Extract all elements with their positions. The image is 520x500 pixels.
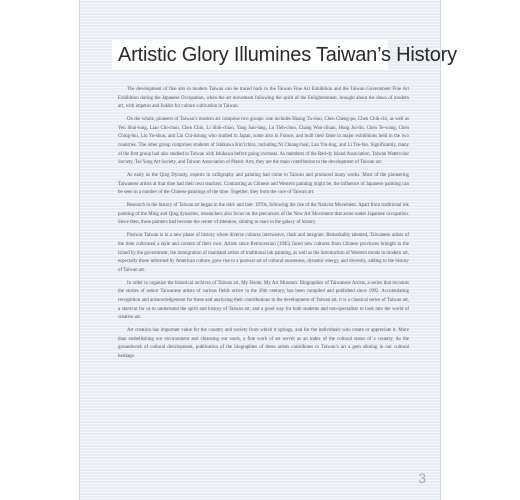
paragraph: The development of fine arts in modern Taiwan can be traced back to the Taiwan Fine Art Exhibition and the Taiwan Government Fine Art Exhibition during the Japanese Occupation, when the art movement following the spirit of the Enlightenment, brought about the dawn of modern art, with impetus and fodder for culture cultivation in Taiwan. — [118, 87, 409, 110]
page-title: Artistic Glory Illumines Taiwan’s History — [118, 43, 457, 66]
page-number: 3 — [418, 470, 426, 486]
title-banner — [112, 40, 457, 70]
paragraph: Postwar Taiwan is in a new phase of history where diverse cultures interweave, clash and integrate. Remarkably talented, Taiwanese artists of the time cultivated a style and content of their own. Artists since Retrocession (1945) faced new cultures from Chinese provinces brought to the island by the government, the immigration of mainland artists of traditional ink painting, as well as the introduction of Western trends in modern art, especially those informed by American culture, gave rise to a postwar art of cultural awareness, dynamic energy, and diversity, adding to the history of Taiwan art. — [118, 233, 409, 273]
paragraph: In order to organize the historical archives of Taiwan art, My Home, My Art Museum: Biographies of Taiwanese Artists, a series that recounts the stories of senior Taiwanese artists of various fields active in the 20th century, has been compiled and published since 1992. Accumulating recognition and acknowledgement for these and analyzing their contributions to the development of Taiwan art, it is a classical series of Taiwan art, a shortcut for us to understand the spirit and history of Taiwan art, and a good way for both students and non-specialists to look into the world of creative art. — [118, 280, 409, 321]
paragraph: Art creation has important value for the country and society from which it springs, and for the individuals who create or appreciate it. More than embellishing our environment and cleansing our souls, a fine work of art serves as an index of the cultural status of a country. As the groundwork of cultural development, publication of the biographies of these artists contributes to Taiwan’s art a gem shining in our cultural heritage. — [118, 328, 409, 359]
article-body — [118, 86, 409, 366]
paragraph: As early as the Qing Dynasty, experts in calligraphy and painting had come to Taiwan and produced many works. Most of the pioneering Taiwanese artists at that time had their own teachers. Contrasting as Chinese and Western painting might be, the influence of Japanese painting can be seen in a number of the Chinese paintings of the time. Together, they form the core of Taiwan art. — [118, 173, 409, 196]
document-page — [79, 0, 457, 500]
paragraph: On the whole, pioneers of Taiwan’s modern art comprise two groups: one includes Huang Tu-shui, Chen Cheng-po, Chen Chih-chi, as well as Yen Shui-long, Liao Chi-chun, Chen Chin, Li Shih-chiao, Yang San-lang, Lu Tieh-chou, Chang Wan-chuan, Hong Jui-lin, Chen Te-wang, Chen Ching-hui, Liu Yo-shun, and Lin Chi-hsiung who studied in Japan, some also in France, and built their fame in major exhibitions held in the two countries. The other group comprises students of Ishikawa Kin’ichiro, including Ni Chiang-huai, Lan Yin-ting, and Li Tse-fan. Significantly, many of the first group had also studied in Taiwan with Ishikawa before going overseas. As members of the Red-dy Island Association, Taiwan Watercolor Society, Tai-Yang Art Society, and Taiwan Association of Plastic Arts, they are the main contribution to the development of Taiwan art. — [118, 117, 409, 166]
paragraph: Research in the history of Taiwan art began in the mid- and late- 1970s, following the rise of the Nativist Movement. Apart from traditional ink painting of the Ming and Qing dynasties, researchers also focus on the precursors of the New Art Movement that arose under Japanese occupation. Since then, these painters had become the center of attention, shining as stars in the galaxy of history. — [118, 203, 409, 226]
